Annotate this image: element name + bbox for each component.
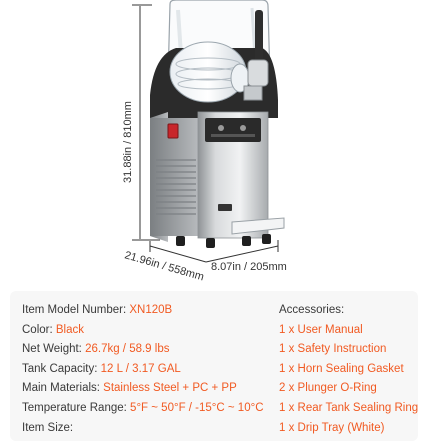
spec-label: Item Size: — [22, 421, 74, 434]
spec-row-color — [22, 321, 284, 341]
spec-value: XN120B — [129, 304, 173, 316]
depth-label: 21.96in / 558mm — [123, 249, 206, 284]
spec-row-tank-capacity — [22, 360, 284, 380]
accessory-item: 1 x Horn Sealing Gasket — [279, 362, 404, 375]
spec-label: Temperature Range: — [22, 401, 127, 414]
spec-row-item-size — [22, 419, 284, 439]
accessory-item: 1 x Rear Tank Sealing Ring — [279, 401, 419, 414]
spec-row-model — [22, 301, 284, 321]
width-label: 8.07in / 205mm — [211, 261, 287, 273]
spec-label: Color: — [22, 323, 53, 336]
depth-dimension — [123, 241, 206, 283]
height-label: 31.88in / 810mm — [122, 101, 134, 183]
specifications-panel — [10, 291, 418, 441]
accessory-item: 1 x User Manual — [279, 323, 363, 336]
spec-label: Tank Capacity: — [22, 362, 98, 375]
product-body — [150, 112, 284, 248]
spec-value: 26.7kg / 58.9 lbs — [85, 343, 170, 356]
accessory-item: 1 x Drip Tray (White) — [279, 421, 385, 434]
spec-row-main-materials — [22, 379, 284, 399]
product-tank — [150, 0, 278, 118]
spec-label: Main Materials: — [22, 382, 100, 395]
spec-row-net-weight — [22, 340, 284, 360]
spec-label: Item Model Number: — [22, 304, 127, 316]
spec-value: 5°F ~ 50°F / -15°C ~ 10°C — [130, 401, 264, 414]
accessories-title: Accessories: — [279, 304, 345, 316]
power-switch-icon — [168, 124, 178, 138]
spec-row-temperature-range — [22, 399, 284, 419]
spec-label: Net Weight: — [22, 343, 82, 356]
accessory-item: 2 x Plunger O-Ring — [279, 382, 377, 395]
accessory-item: 1 x Safety Instruction — [279, 343, 387, 356]
brand-logo-icon — [218, 204, 232, 211]
spec-list — [22, 301, 284, 438]
spec-value: 12 L / 3.17 GAL — [100, 362, 181, 375]
spec-value: Stainless Steel + PC + PP — [103, 382, 237, 395]
spec-value: Black — [55, 323, 85, 336]
accessories-list — [279, 301, 429, 438]
